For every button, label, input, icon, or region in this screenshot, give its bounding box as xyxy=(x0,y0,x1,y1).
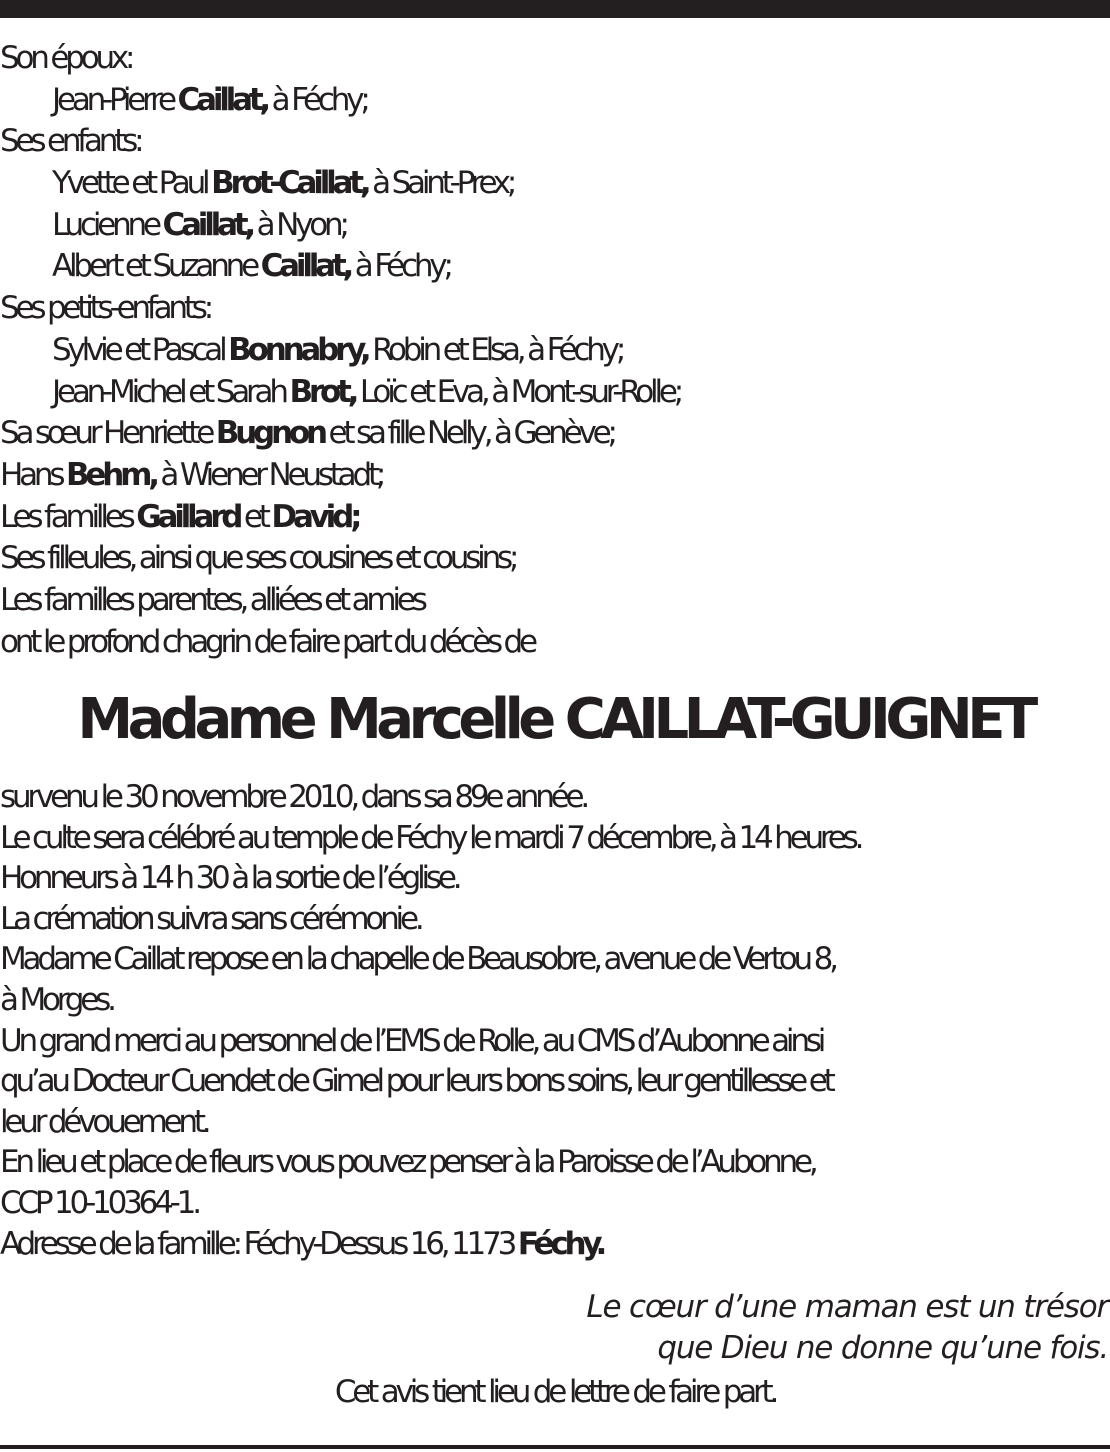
family-list xyxy=(0,38,1110,663)
grandchildren-heading: Ses petits-enfants: xyxy=(0,290,210,327)
child-line: Albert et Suzanne Caillat, à Féchy; xyxy=(52,248,450,285)
rest-line-2: à Morges. xyxy=(0,981,113,1018)
rest-line: Madame Caillat repose en la chapelle de Beausobre, avenue de Vertou 8, xyxy=(0,941,835,978)
relatives-line: Les familles parentes, alliées et amies xyxy=(0,581,424,618)
grandchild-line: Sylvie et Pascal Bonnabry, Robin et Elsa, à Féchy; xyxy=(52,331,623,368)
thanks-line: Un grand merci au personnel de l’EMS de Rolle, au CMS d’Aubonne ainsi xyxy=(0,1022,823,1059)
hans-line: Hans Behm, à Wiener Neustadt; xyxy=(0,456,383,493)
announce-line: ont le profond chagrin de faire part du décès de xyxy=(0,623,534,660)
child-line: Lucienne Caillat, à Nyon; xyxy=(52,206,346,243)
bottom-rule xyxy=(0,1445,1110,1449)
verse-line: Le cœur d’une maman est un trésor xyxy=(586,1289,1108,1325)
children-heading: Ses enfants: xyxy=(0,123,141,160)
sister-line: Sa sœur Henriette Bugnon et sa fille Nelly, à Genève; xyxy=(0,415,614,452)
child-line: Yvette et Paul Brot-Caillat, à Saint-Prex; xyxy=(52,165,514,202)
honours-line: Honneurs à 14 h 30 à la sortie de l’église. xyxy=(0,860,459,897)
address-line: Adresse de la famille: Féchy-Dessus 16, 1173 Féchy. xyxy=(0,1225,604,1262)
service-line: Le culte sera célébré au temple de Féchy le mardi 7 décembre, à 14 heures. xyxy=(0,819,861,856)
verse-quote xyxy=(586,1287,1108,1369)
details-block xyxy=(0,777,1110,1264)
grandchild-line: Jean-Michel et Sarah Brot, Loïc et Eva, à Mont-sur-Rolle; xyxy=(52,373,680,410)
deceased-name: Madame Marcelle CAILLAT-GUIGNET xyxy=(77,687,1033,752)
families-line: Les familles Gaillard et David; xyxy=(0,498,359,535)
thanks-line-3: leur dévouement. xyxy=(0,1103,208,1140)
flowers-line-2: CCP 10-10364-1. xyxy=(0,1184,198,1221)
spouse-line: Jean-Pierre Caillat, à Féchy; xyxy=(52,81,367,118)
godchildren-line: Ses filleules, ainsi que ses cousines et cousins; xyxy=(0,540,516,577)
spouse-heading: Son époux: xyxy=(0,40,132,76)
verse-line-2: que Dieu ne donne qu’une fois. xyxy=(657,1330,1108,1366)
top-rule xyxy=(0,0,1110,18)
passed-line: survenu le 30 novembre 2010, dans sa 89e année. xyxy=(0,779,587,815)
closing-note: Cet avis tient lieu de lettre de faire part. xyxy=(334,1374,776,1410)
flowers-line: En lieu et place de fleurs vous pouvez penser à la Paroisse de l’Aubonne, xyxy=(0,1144,815,1181)
cremation-line: La crémation suivra sans cérémonie. xyxy=(0,900,421,937)
thanks-line-2: qu’au Docteur Cuendet de Gimel pour leurs bons soins, leur gentillesse et xyxy=(0,1063,832,1100)
